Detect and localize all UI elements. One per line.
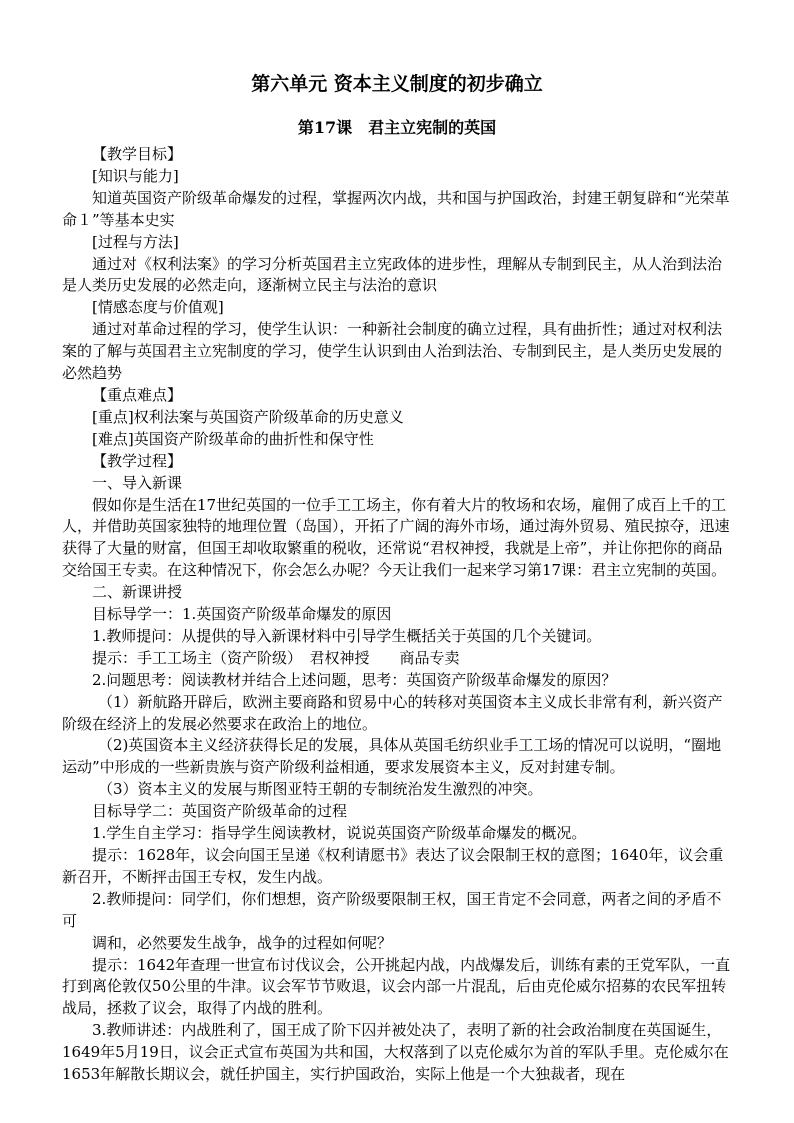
paragraph: 3.教师讲述：内战胜利了，国王成了阶下囚并被处决了，表明了新的社会政治制度在英国诞生，1649年5月19日，议会正式宣布英国为共和国，大权落到了以克伦威尔为首的军队手里。克伦威尔在1653年解散长期议会，就任护国主，实行护国政治，实际上他是一个大独裁者，现在 (62, 1021, 729, 1084)
paragraph: 2.教师提问：同学们，你们想想，资产阶级要限制王权，国王肯定不会同意，两者之间的矛盾不可 (62, 889, 722, 930)
paragraph: 1.学生自主学习：指导学生阅读教材，说说英国资产阶级革命爆发的概况。 (92, 824, 587, 843)
paragraph: 通过对革命过程的学习，使学生认识：一种新社会制度的确立过程，具有曲折性；通过对权利法案的了解与英国君主立宪制度的学习，使学生认识到由人治到法治、专制到民主，是人类历史发展的必然趋势 (62, 320, 723, 383)
subheading-knowledge: [知识与能力] (92, 166, 179, 185)
paragraph: 提示：1628年，议会向国王呈递《权利请愿书》表达了议会限制王权的意图；1640年，议会重新召开，不断抨击国王专权，发生内战。 (62, 846, 724, 886)
paragraph: 1.教师提问：从提供的导入新课材料中引导学生概括关于英国的几个关键词。 (92, 626, 602, 645)
paragraph: 二、新课讲授 (92, 583, 183, 602)
paragraph: 提示：手工工场主（资产阶级） 君权神授 商品专卖 (92, 648, 460, 667)
paragraph: （1）新航路开辟后，欧洲主要商路和贸易中心的转移对英国资本主义成长非常有利，新兴资产阶级在经济上的发展必然要求在政治上的地位。 (62, 692, 723, 733)
lesson-title: 第17课 君主立宪制的英国 (297, 118, 497, 137)
paragraph: 通过对《权利法案》的学习分析英国君主立宪政体的进步性，理解从专制到民主，从人治到法治是人类历史发展的必然走向，逐渐树立民主与法治的意识 (62, 254, 723, 295)
paragraph: 知道英国资产阶级革命爆发的过程，掌握两次内战，共和国与护国政治，封建王朝复辟和“光荣革命１”等基本史实 (62, 188, 730, 229)
paragraph: 2.问题思考：阅读教材并结合上述问题，思考：英国资产阶级革命爆发的原因？ (92, 670, 617, 689)
paragraph: 调和，必然要发生战争，战争的过程如何呢？ (92, 933, 393, 952)
paragraph: 一、导入新课 (92, 473, 183, 492)
paragraph: [重点]权利法案与英国资产阶级革命的历史意义 (92, 407, 404, 426)
page-title: 第六单元 资本主义制度的初步确立 (251, 73, 543, 95)
paragraph: 目标导学二：英国资产阶级革命的过程 (92, 802, 348, 821)
section-heading-key-points: 【重点难点】 (92, 385, 183, 404)
document-body (62, 144, 732, 1086)
paragraph: 目标导学一：1.英国资产阶级革命爆发的原因 (92, 605, 392, 624)
paragraph: [难点]英国资产阶级革命的曲折性和保守性 (92, 429, 374, 448)
paragraph: （2)英国资本主义经济获得长足的发展，具体从英国毛纺织业手工工场的情况可以说明，“圈地运动”中形成的一些新贵族与资产阶级利益相通，要求发展资本主义，反对封建专制。 (62, 736, 722, 777)
subheading-process: [过程与方法] (92, 232, 179, 251)
paragraph: 提示：1642年查理一世宣布讨伐议会，公开挑起内战，内战爆发后，训练有素的王党军队，一直打到离伦敦仅50公里的牛津。议会军节节败退，议会内部一片混乱，后由克伦威尔招募的农民军扭转战局，拯救了议会，取得了内战的胜利。 (62, 955, 731, 1018)
paragraph: （3）资本主义的发展与斯图亚特王朝的专制统治发生激烈的冲突。 (98, 780, 543, 799)
subheading-values: [情感态度与价值观] (92, 298, 224, 317)
section-heading-process: 【教学过程】 (92, 451, 183, 470)
section-heading-objectives: 【教学目标】 (92, 145, 183, 163)
paragraph: 假如你是生活在17世纪英国的一位手工工场主，你有着大片的牧场和农场，雇佣了成百上千的工人，并借助英国家独特的地理位置（岛国），开拓了广阔的海外市场，通过海外贸易、殖民掠夺，迅速获得了大量的财富，但国王却收取繁重的税收，还常说“君权神授，我就是上帝”，并让你把你的商品交给国王专卖。在这种情况下，你会怎么办呢？今天让我们一起来学习第17课：君主立宪制的英国。 (62, 495, 730, 580)
